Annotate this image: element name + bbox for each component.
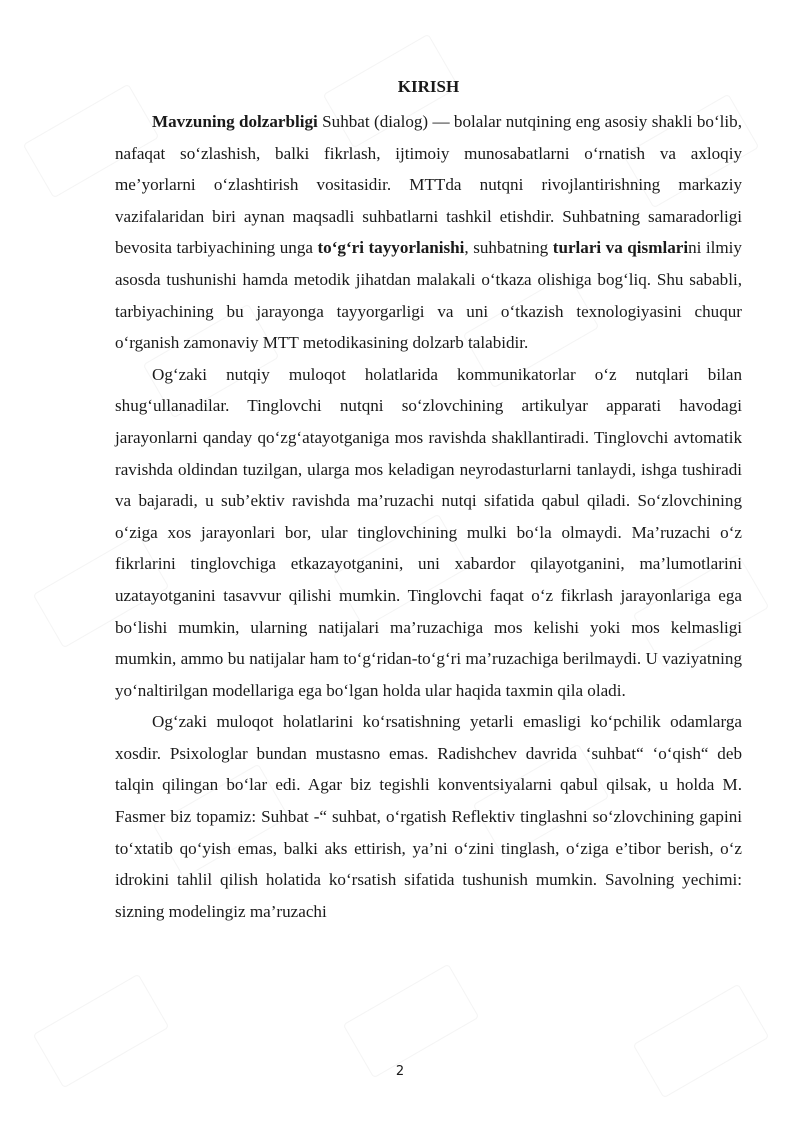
emphasis-preparation: to‘g‘ri tayyorlanishi bbox=[317, 238, 465, 258]
paragraph-text: ni ilmiy asosda tushunishi hamda metodik jihatdan malakali o‘tkaza olishiga bog‘liq. Shu sababli, tarbiyachining bu jarayonga tayyorgarligi va uni o‘tkazish texnologiyasini chuqur o‘rganish zamonaviy MTT metodikasining dolzarb talabidir. bbox=[115, 238, 742, 353]
section-heading: KIRISH bbox=[397, 77, 460, 96]
paragraph-text: Suhbat (dialog) — bolalar nutqining eng asosiy shakli bo‘lib, nafaqat so‘zlashish, balki fikrlash, ijtimoiy munosabatlarni o‘rnatish va axloqiy me’yorlarni o‘zlashtirish vositasidir. MTTda nutqni rivojlantirishning markaziy vazifalaridan biri aynan maqsadli suhbatlarni tashkil etishdir. Suhbatning samaradorligi bevosita tarbiyachining unga bbox=[115, 112, 742, 258]
paragraph-oral-communication: Og‘zaki nutqiy muloqot holatlarida kommunikatorlar o‘z nutqlari bilan shug‘ullanadilar. Tinglovchi nutqni so‘zlovchining artikulyar apparati havodagi jarayonlarni qanday qo‘zg‘atayotganiga mos ravishda shakllantiradi. Tinglovchi avtomatik ravishda oldindan tuzilgan, ularga mos keladigan neyrodasturlarni tanlaydi, ishga tushiradi va bajaradi, u sub’ektiv ravishda ma’ruzachi nutqi sifatida qabul qiladi. So‘zlovchining o‘ziga xos jarayonlari bor, ular tinglovchining mulki bo‘la olmaydi. Ma’ruzachi o‘z fikrlarini tinglovchiga etkazayotganini, uni xabardor qilayotganini, ma’lumotlarini uzatayotganini tasavvur qilishi mumkin. Tinglovchi faqat o‘z fikrlash jarayonlariga ega bo‘lishi mumkin, ularning natijalari ma’ruzachiga mos kelishi yoki mos kelmasligi mumkin, ammo bu natijalar ham to‘g‘ridan-to‘g‘ri ma’ruzachiga berilmaydi. U vaziyatning yo‘naltirilgan modellariga ega bo‘lgan holda ular haqida taxmin qila oladi. bbox=[115, 364, 742, 700]
paragraph-text: , suhbatning bbox=[464, 238, 553, 258]
paragraph-reflective-listening: Og‘zaki muloqot holatlarini ko‘rsatishning yetarli emasligi ko‘pchilik odamlarga xosdir. Psixologlar bundan mustasno emas. Radishchev davrida ‘suhbat“ ‘o‘qish“ deb talqin qilingan bo‘lar edi. Agar biz tegishli konventsiyalarni qabul qilsak, u holda M. Fasmer biz topamiz: Suhbat -“ suhbat, o‘rgatish Reflektiv tinglashni so‘zlovchining gapini to‘xtatib qo‘yish emas, balki aks ettirish, ya’ni o‘zini tinglash, o‘ziga e’tibor berish, o‘z idrokini tahlil qilish holatida ko‘rsatish sifatida tushunish mumkin. Savolning yechimi: sizning modelingiz ma’ruzachi bbox=[115, 712, 742, 921]
emphasis-types-parts: turlari va qismlari bbox=[552, 238, 689, 258]
relevance-lead: Mavzuning dolzarbligi bbox=[152, 112, 318, 131]
paragraph-relevance bbox=[115, 106, 742, 359]
page-number: 2 bbox=[395, 1064, 405, 1079]
document-body bbox=[115, 76, 742, 927]
